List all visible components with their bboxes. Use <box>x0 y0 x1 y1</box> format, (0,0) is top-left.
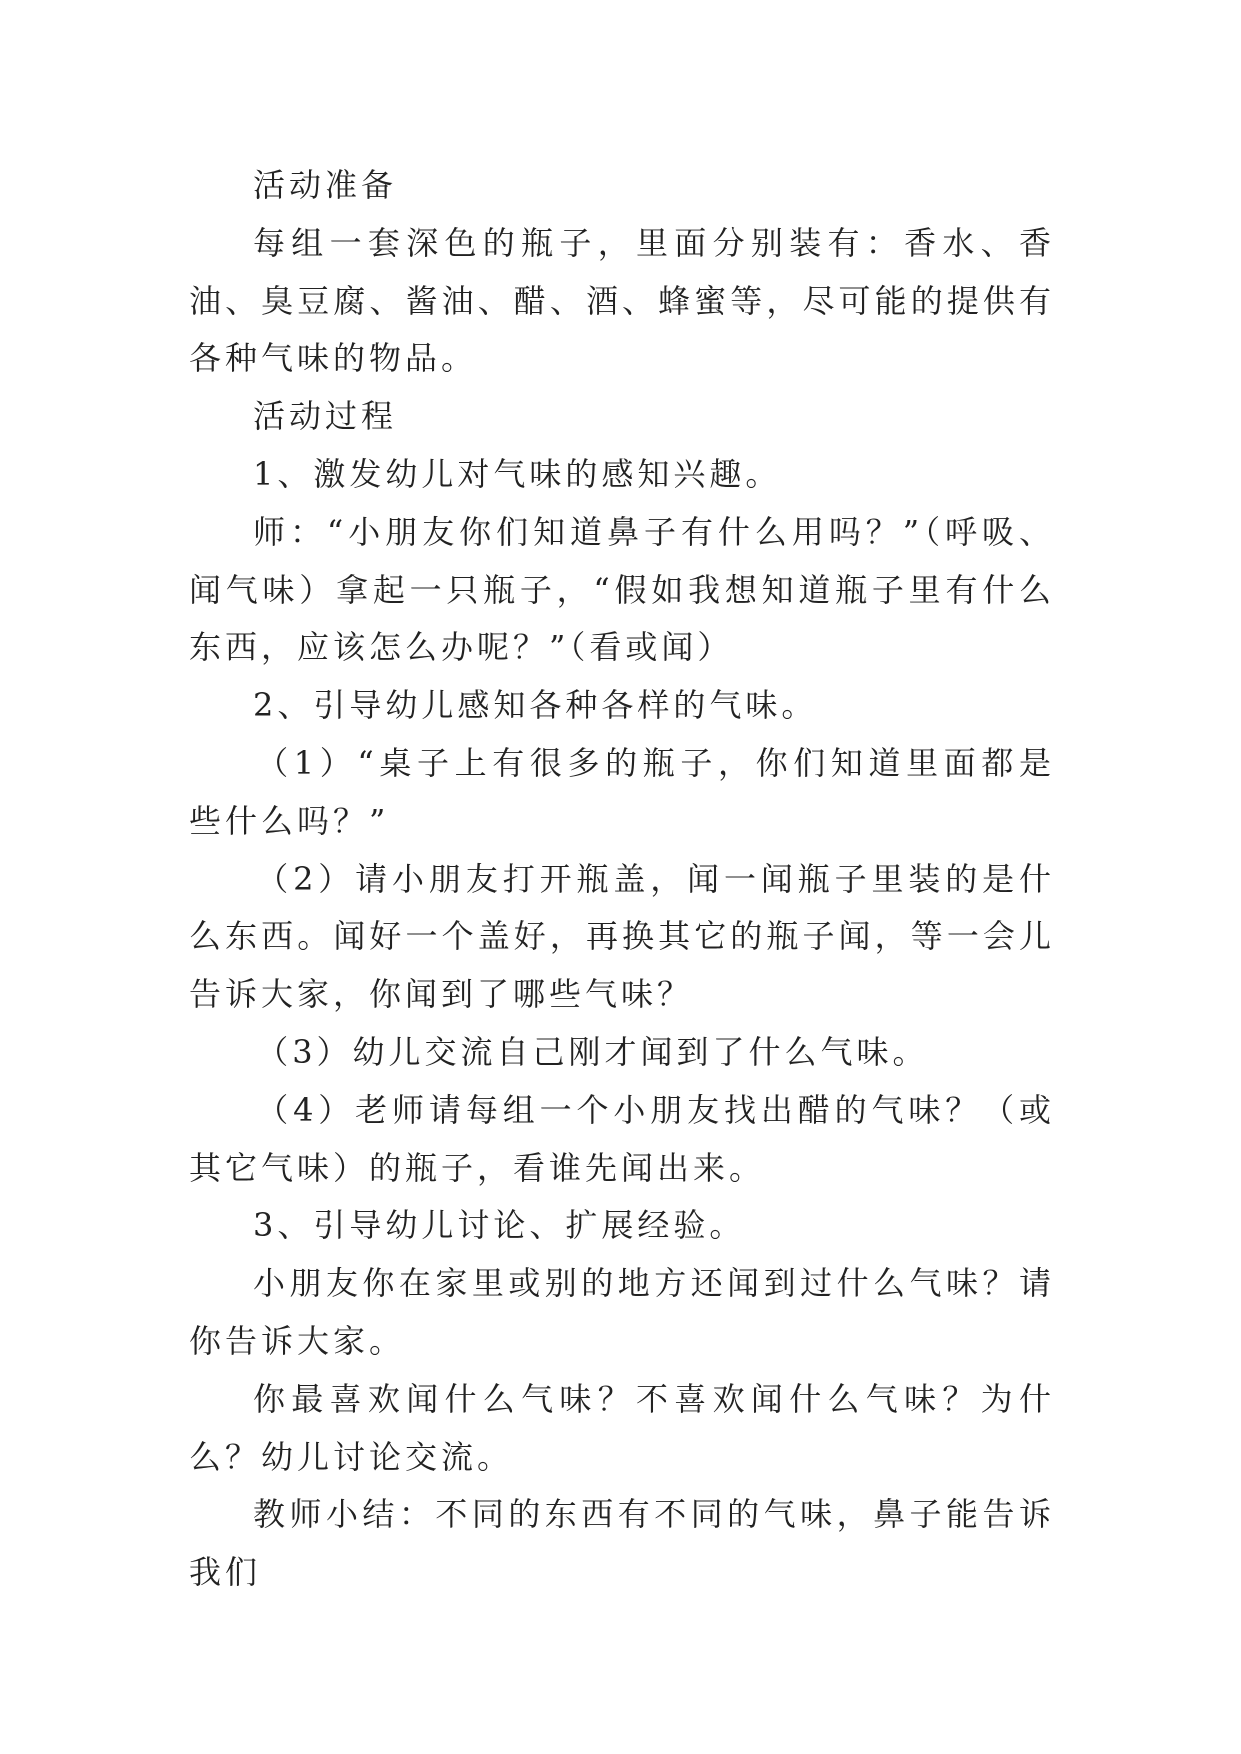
step-1-heading: 1、激发幼儿对气味的感知兴趣。 <box>253 454 782 493</box>
paragraph-materials: 每组一套深色的瓶子，里面分别装有：香水、香油、臭豆腐、酱油、醋、酒、蜂蜜等，尽可能的提供有各种气味的物品。 <box>189 223 1055 378</box>
substep-3: （3）幼儿交流自己刚才闻到了什么气味。 <box>256 1032 929 1071</box>
section-heading-preparation: 活动准备 <box>253 166 398 204</box>
step-2-heading: 2、引导幼儿感知各种各样的气味。 <box>253 686 818 725</box>
substep-2: （2）请小朋友打开瓶盖，闻一闻瓶子里装的是什么东西。闻好一个盖好，再换其它的瓶子闻，等一会儿告诉大家，你闻到了哪些气味？ <box>189 859 1055 1014</box>
substep-1: （1）“桌子上有很多的瓶子，你们知道里面都是些什么吗？” <box>189 743 1055 840</box>
section-heading-process: 活动过程 <box>253 397 398 436</box>
substep-4: （4）老师请每组一个小朋友找出醋的气味？（或其它气味）的瓶子，看谁先闻出来。 <box>189 1090 1055 1187</box>
step-3-heading: 3、引导幼儿讨论、扩展经验。 <box>253 1206 746 1245</box>
paragraph-teacher-question: 师：“小朋友你们知道鼻子有什么用吗？”（呼吸、闻气味）拿起一只瓶子，“假如我想知道瓶子里有什么东西，应该怎么办呢？”（看或闻） <box>189 512 1055 667</box>
paragraph-discussion-1: 小朋友你在家里或别的地方还闻到过什么气味？请你告诉大家。 <box>189 1264 1055 1360</box>
paragraph-discussion-2: 你最喜欢闻什么气味？不喜欢闻什么气味？为什么？幼儿讨论交流。 <box>189 1379 1055 1476</box>
paragraph-summary: 教师小结：不同的东西有不同的气味，鼻子能告诉我们 <box>189 1495 1055 1592</box>
document-body <box>189 157 1055 1602</box>
